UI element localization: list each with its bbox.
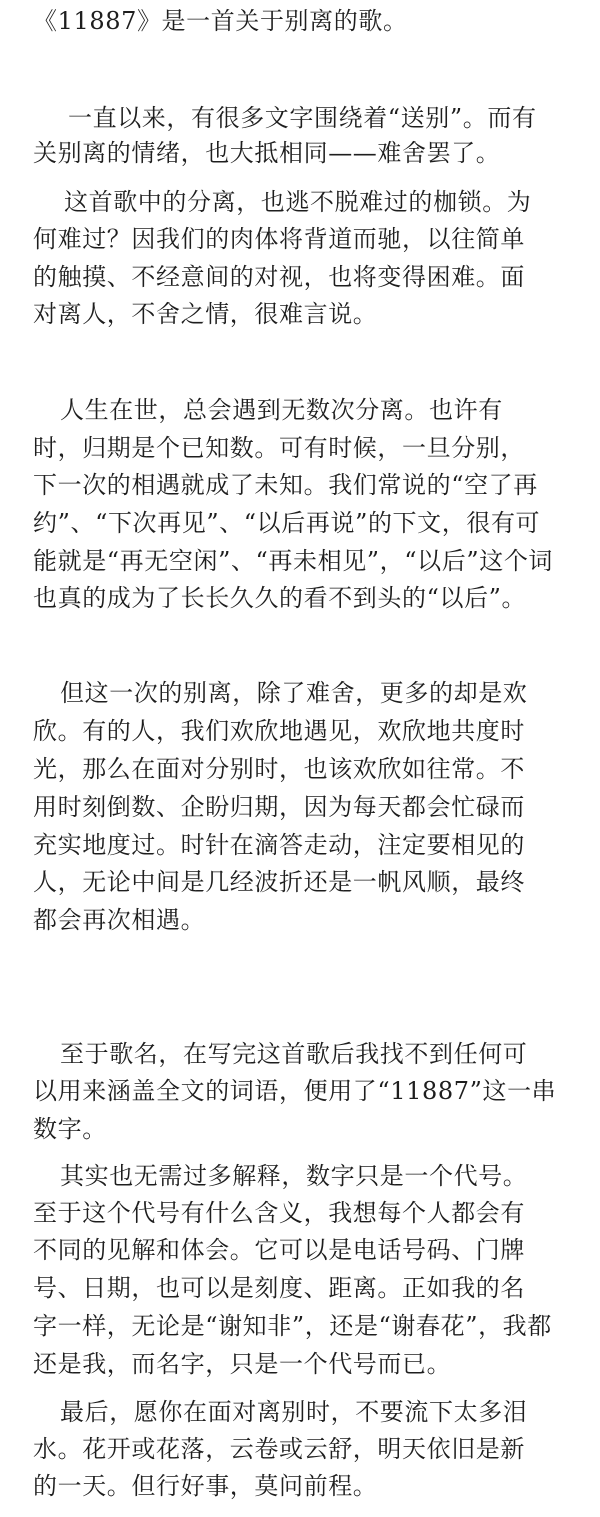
paragraph-2-line-2: 何难过？因我们的肉体将背道而驰，以往简单 — [33, 225, 525, 253]
title-line: 《11887》是一首关于别离的歌。 — [33, 7, 408, 35]
paragraph-1-line-1: 一直以来，有很多文字围绕着“送别”。而有 — [68, 104, 537, 132]
paragraph-6-line-3: 不同的见解和体会。它可以是电话号码、门牌 — [33, 1236, 525, 1264]
paragraph-3-line-1: 人生在世，总会遇到无数次分离。也许有 — [60, 396, 503, 424]
paragraph-3-line-2: 时，归期是个已知数。可有时候，一旦分别， — [33, 434, 525, 462]
paragraph-7-line-2: 水。花开或花落，云卷或云舒，明天依旧是新 — [33, 1435, 525, 1463]
paragraph-4-line-7: 都会再次相遇。 — [33, 906, 206, 934]
paragraph-3-line-5: 能就是“再无空闲”、“再未相见”，“以后”这个词 — [33, 547, 554, 575]
paragraph-6-line-4: 号、日期，也可以是刻度、距离。正如我的名 — [33, 1274, 525, 1302]
paragraph-3-line-6: 也真的成为了长长久久的看不到头的“以后”。 — [33, 584, 527, 612]
paragraph-6-line-6: 还是我，而名字，只是一个代号而已。 — [33, 1350, 452, 1378]
paragraph-4-line-3: 光，那么在面对分别时，也该欢欣如往常。不 — [33, 755, 525, 783]
paragraph-4-line-1: 但这一次的别离，除了难舍，更多的却是欢 — [60, 679, 528, 707]
paragraph-3-line-4: 约”、“下次再见”、“以后再说”的下文，很有可 — [33, 509, 541, 537]
paragraph-2-line-1: 这首歌中的分离，也逃不脱难过的枷锁。为 — [64, 188, 532, 216]
paragraph-3-line-3: 下一次的相遇就成了未知。我们常说的“空了再 — [33, 471, 538, 499]
paragraph-4-line-6: 人，无论中间是几经波折还是一帆风顺，最终 — [33, 868, 525, 896]
paragraph-5-line-3: 数字。 — [33, 1115, 107, 1143]
paragraph-2-line-4: 对离人，不舍之情，很难言说。 — [33, 300, 378, 328]
paragraph-4-line-4: 用时刻倒数、企盼归期，因为每天都会忙碌而 — [33, 793, 525, 821]
paragraph-6-line-1: 其实也无需过多解释，数字只是一个代号。 — [60, 1162, 528, 1190]
paragraph-5-line-1: 至于歌名，在写完这首歌后我找不到任何可 — [60, 1040, 528, 1068]
paragraph-5-line-2: 以用来涵盖全文的词语，便用了“11887”这一串 — [33, 1077, 557, 1105]
paragraph-1-line-2: 关别离的情绪，也大抵相同——难舍罢了。 — [33, 139, 501, 167]
paragraph-7-line-1: 最后，愿你在面对离别时，不要流下太多泪 — [60, 1398, 528, 1426]
paragraph-2-line-3: 的触摸、不经意间的对视，也将变得困难。面 — [33, 263, 525, 291]
paragraph-7-line-3: 的一天。但行好事，莫问前程。 — [33, 1472, 378, 1500]
paragraph-4-line-5: 充实地度过。时针在滴答走动，注定要相见的 — [33, 831, 525, 859]
paragraph-4-line-2: 欣。有的人，我们欢欣地遇见，欢欣地共度时 — [33, 717, 525, 745]
paragraph-6-line-2: 至于这个代号有什么含义，我想每个人都会有 — [33, 1199, 525, 1227]
paragraph-6-line-5: 字一样，无论是“谢知非”，还是“谢春花”，我都 — [33, 1312, 552, 1340]
